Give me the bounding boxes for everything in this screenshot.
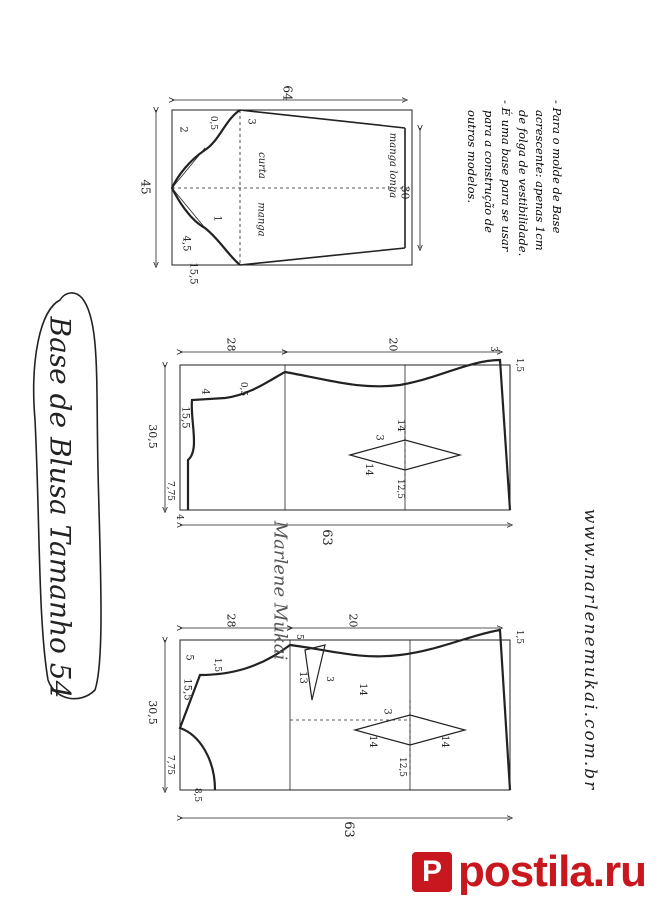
back-shoulder-label: 15,5 <box>179 406 191 429</box>
sleeve-cap-left-label: 15,5 <box>187 262 199 285</box>
back-bust-label: 30,5 <box>145 424 159 449</box>
back-neck-depth-label: 4 <box>173 514 184 520</box>
notes-block <box>445 100 565 400</box>
signature: Marlene Mukai <box>269 520 291 661</box>
back-neck-width-label: 7,75 <box>165 480 176 502</box>
website-url: www.marlenemukai.com.br <box>580 508 600 792</box>
back-dart-pos-label: 12,5 <box>395 478 406 500</box>
front-curve-offset-label: 1,5 <box>212 657 223 673</box>
front-shoulder-label: 15,5 <box>181 678 193 701</box>
front-bust-dart-b-label: 13 <box>296 671 308 684</box>
sleeve-manga-label: manga <box>255 202 267 237</box>
postila-logo-icon: P <box>412 852 452 892</box>
postila-brand-name: postila.ru <box>457 847 646 896</box>
back-dart-len-right-label: 14 <box>394 419 406 432</box>
sleeve-longa-label: manga longa <box>387 132 399 199</box>
postila-watermark[interactable] <box>412 847 646 896</box>
note-line: acrescente: apenas 1cm <box>533 110 547 251</box>
back-dart-width-label: 3 <box>373 434 385 441</box>
front-dart-width-label: 3 <box>381 708 393 715</box>
back-shoulder-drop-label: 4 <box>199 388 211 395</box>
note-line: para a construção de <box>482 110 496 233</box>
back-waist-hip-label: 20 <box>386 337 400 352</box>
front-bust-dart-c-label: 3 <box>323 676 334 682</box>
front-hem-rise-label: 1,5 <box>514 629 525 645</box>
front-bodice-pattern <box>165 628 510 818</box>
note-line: de folga de vestibilidade. <box>516 110 530 257</box>
back-curve-offset-label: 0,5 <box>238 381 249 397</box>
sleeve-width-label: 64 <box>280 85 295 101</box>
front-neck-depth-label: 8,5 <box>192 787 203 803</box>
sleeve-point-b-label: 0,5 <box>208 115 219 131</box>
back-dart-len-left-label: 14 <box>362 463 374 476</box>
front-dart-len-right-label: 14 <box>438 735 450 748</box>
front-neck-width-label: 7,75 <box>165 754 176 776</box>
front-dart-len-left-label: 14 <box>366 735 378 748</box>
sleeve-pattern <box>156 100 420 265</box>
sleeve-cap-small-label: 4,5 <box>180 235 192 252</box>
sleeve-hem-label: 30 <box>398 185 412 200</box>
sleeve-curta-label: curta <box>255 152 267 179</box>
front-waist-hip-label: 20 <box>346 613 360 628</box>
front-armhole-label: 28 <box>224 613 238 628</box>
back-length-label: 63 <box>318 529 334 546</box>
sleeve-point-c-label: 1 <box>211 215 223 222</box>
back-side-small-label: 3 <box>487 346 498 352</box>
front-length-label: 63 <box>340 821 356 838</box>
front-bust-dart-a-label: 5 <box>293 634 304 640</box>
front-center-dist-label: 14 <box>356 683 368 696</box>
sleeve-height-label: 45 <box>138 179 153 195</box>
note-line: - É uma base para se usar <box>499 100 513 252</box>
front-bust-label: 30,5 <box>145 700 159 725</box>
sleeve-point-d-label: 3 <box>245 118 257 125</box>
front-dart-pos-label: 12,5 <box>397 756 408 778</box>
sleeve-point-a-label: 2 <box>177 126 189 133</box>
back-armhole-label: 28 <box>224 337 238 352</box>
page-title: Base de Blusa Tamanho 54 <box>43 316 77 699</box>
note-line: outros modelos. <box>465 110 479 204</box>
back-hem-rise-label: 1,5 <box>514 357 525 373</box>
front-shoulder-drop-label: 5 <box>183 654 195 661</box>
note-line: - Para o molde de Base <box>550 100 564 234</box>
